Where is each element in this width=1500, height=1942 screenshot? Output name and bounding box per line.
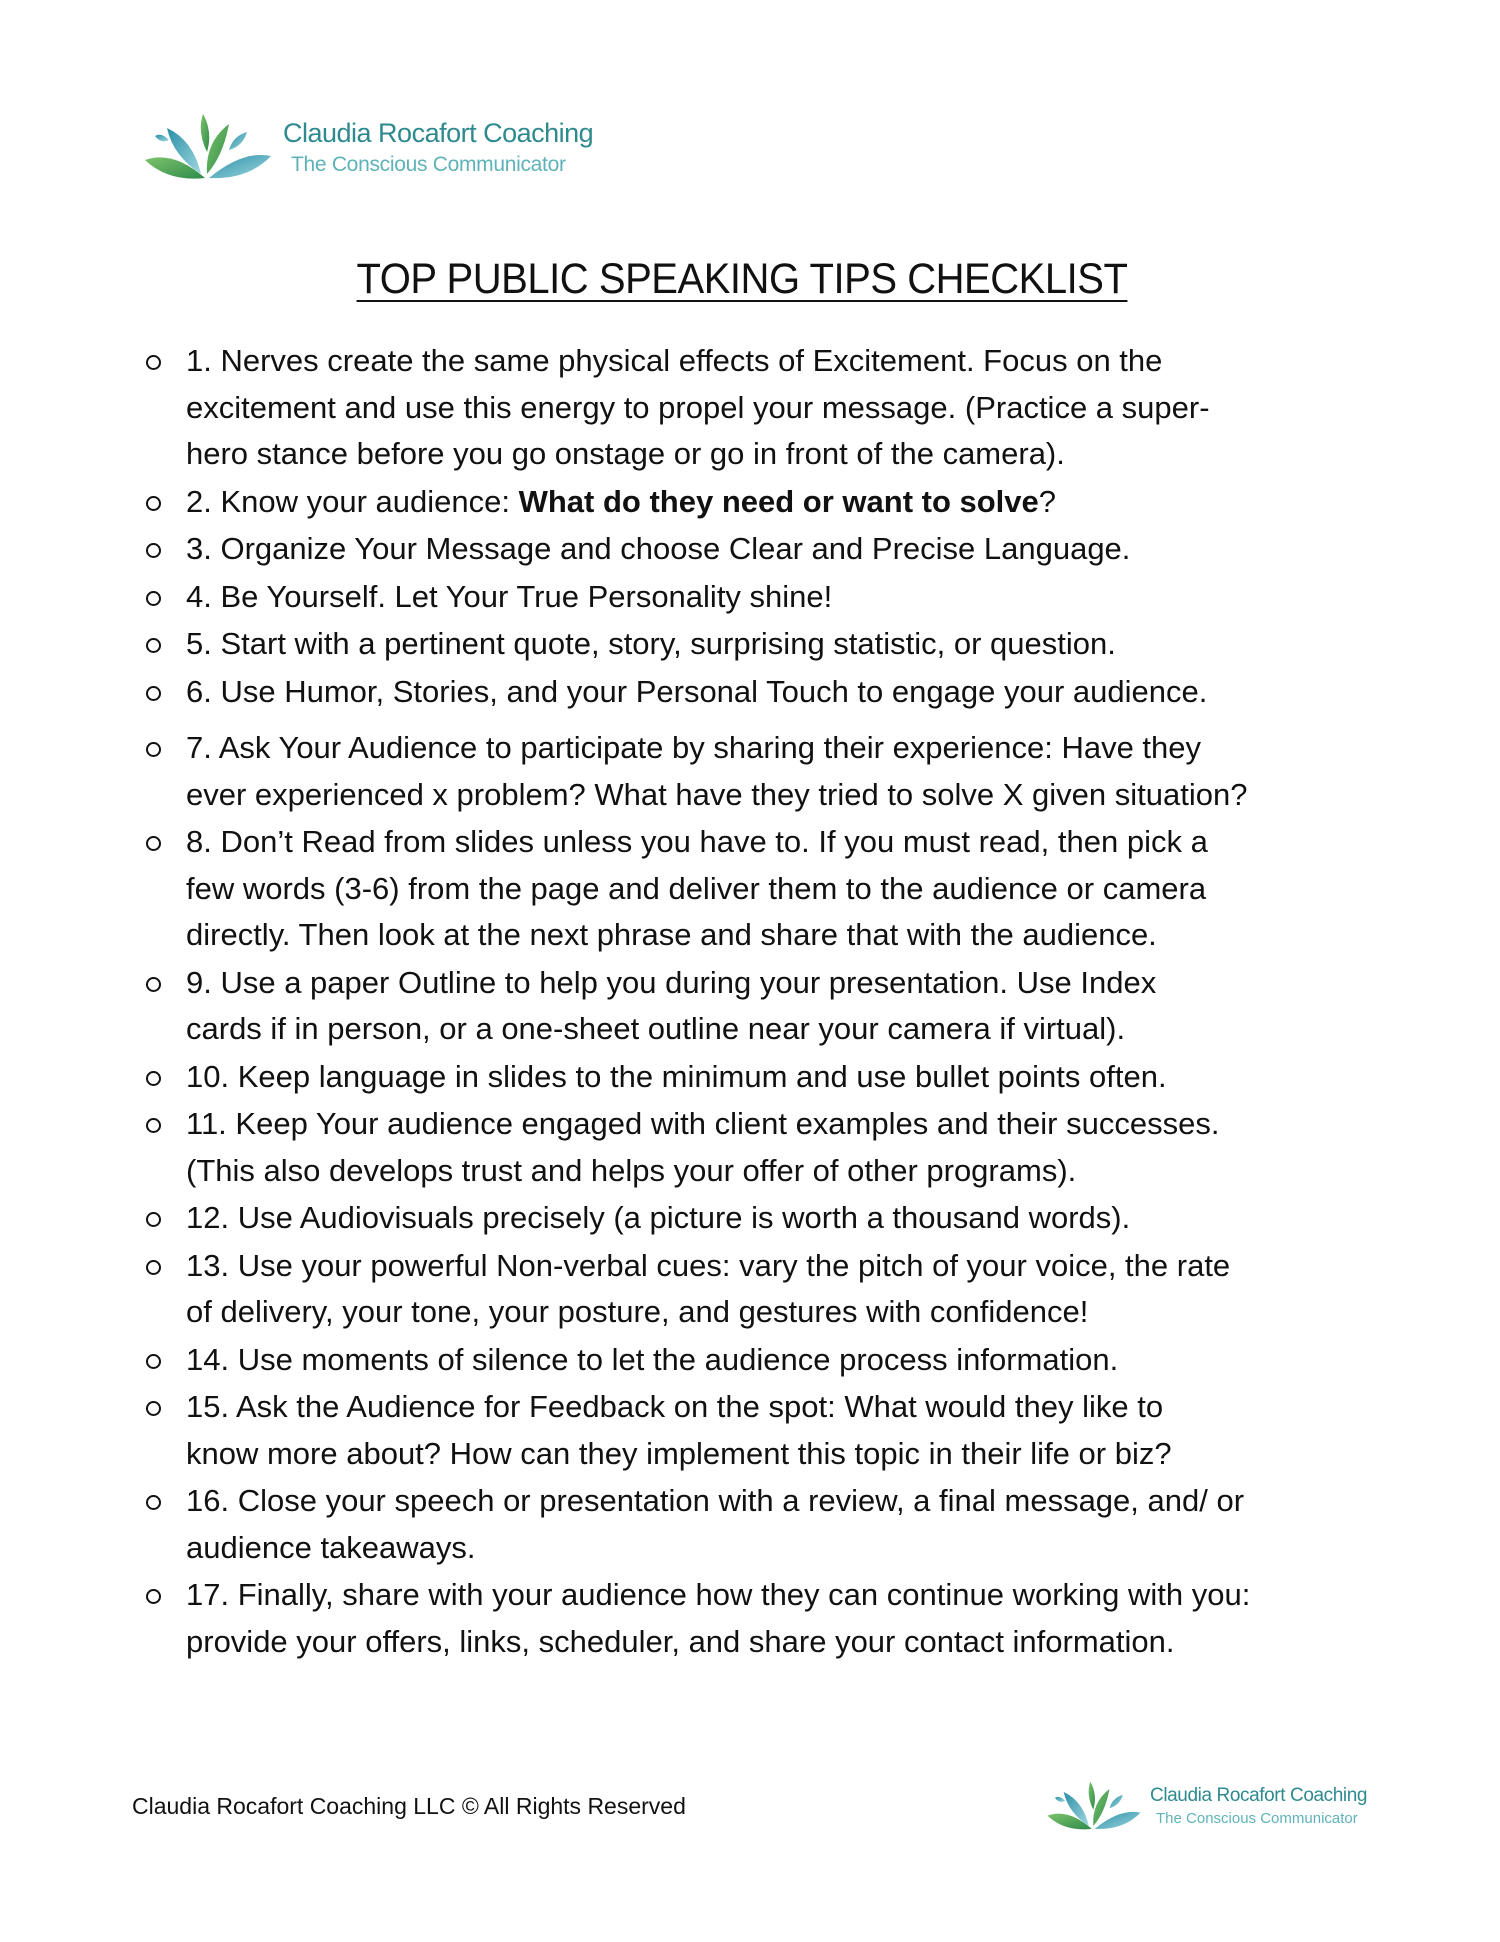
item-text-line: excitement and use this energy to propel your message. (Practice a super-: [186, 389, 1210, 425]
item-text-bold: What do they need or want to solve: [518, 483, 1039, 519]
item-text-line: cards if in person, or a one-sheet outline near your camera if virtual).: [186, 1011, 1126, 1046]
lotus-icon: [143, 112, 273, 182]
checkbox-circle-icon[interactable]: [146, 638, 161, 653]
checkbox-circle-icon[interactable]: [146, 1495, 161, 1510]
checkbox-circle-icon[interactable]: [146, 1589, 161, 1604]
item-text-line: 11. Keep Your audience engaged with client examples and their successes.: [186, 1106, 1220, 1141]
item-text-line: audience takeaways.: [186, 1529, 476, 1565]
checklist-item: [140, 819, 1352, 959]
item-text-line: 3. Organize Your Message and choose Clear and Precise Language.: [186, 531, 1131, 566]
logo-tagline: The Conscious Communicator: [291, 152, 566, 176]
item-text-line: 6. Use Humor, Stories, and your Personal Touch to engage your audience.: [186, 673, 1208, 709]
item-text-line: 4. Be Yourself. Let Your True Personality shine!: [186, 578, 833, 614]
checklist-item: [140, 1243, 1352, 1336]
item-text-line: 13. Use your powerful Non-verbal cues: vary the pitch of your voice, the rate: [186, 1247, 1231, 1283]
footer-copyright: Claudia Rocafort Coaching LLC © All Rights Reserved: [132, 1793, 686, 1819]
checklist-item: [140, 1337, 1352, 1384]
checkbox-circle-icon[interactable]: [146, 496, 161, 511]
checklist-item: [140, 960, 1352, 1053]
logo-name: Claudia Rocafort Coaching: [283, 117, 594, 148]
checkbox-circle-icon[interactable]: [146, 1260, 161, 1275]
checklist-item: [140, 338, 1352, 478]
checkbox-circle-icon[interactable]: [146, 836, 161, 851]
checkbox-circle-icon[interactable]: [146, 543, 161, 558]
item-text-line: 15. Ask the Audience for Feedback on the spot: What would they like to: [186, 1389, 1164, 1424]
checklist-item: [140, 669, 1352, 716]
logo-name: Claudia Rocafort Coaching: [1150, 1785, 1368, 1806]
item-text-suffix: ?: [1038, 483, 1057, 519]
item-text-line: directly. Then look at the next phrase and share that with the audience.: [186, 917, 1157, 952]
checklist-item: [140, 574, 1352, 621]
checkbox-circle-icon[interactable]: [146, 1071, 161, 1086]
item-text-line: ever experienced x problem? What have they tried to solve X given situation?: [186, 776, 1248, 812]
checkbox-circle-icon[interactable]: [146, 742, 161, 757]
item-text-line: provide your offers, links, scheduler, and share your contact information.: [186, 1623, 1175, 1659]
item-text-line: [186, 479, 1352, 526]
checkbox-circle-icon[interactable]: [146, 1401, 161, 1416]
item-text-line: 17. Finally, share with your audience how they can continue working with you:: [186, 1577, 1251, 1612]
checklist-item: [140, 1478, 1352, 1571]
item-text-line: 8. Don’t Read from slides unless you have to. If you must read, then pick a: [186, 824, 1208, 859]
item-text-line: hero stance before you go onstage or go in front of the camera).: [186, 436, 1065, 471]
checkbox-circle-icon[interactable]: [146, 977, 161, 992]
checkbox-circle-icon[interactable]: [146, 1118, 161, 1133]
checkbox-circle-icon[interactable]: [146, 1212, 161, 1227]
checklist-item: [140, 621, 1352, 668]
checklist-item: [140, 1195, 1352, 1242]
checkbox-circle-icon[interactable]: [146, 355, 161, 370]
checkbox-circle-icon[interactable]: [146, 1354, 161, 1369]
item-text-line: 10. Keep language in slides to the minimum and use bullet points often.: [186, 1058, 1167, 1094]
item-text-line: know more about? How can they implement this topic in their life or biz?: [186, 1435, 1172, 1471]
item-text-line: 7. Ask Your Audience to participate by sharing their experience: Have they: [186, 730, 1202, 765]
item-text-line: 16. Close your speech or presentation with a review, a final message, and/ or: [186, 1483, 1245, 1518]
item-text-line: 12. Use Audiovisuals precisely (a picture is worth a thousand words).: [186, 1200, 1131, 1235]
checklist-item: [140, 725, 1352, 818]
tips-checklist: [140, 338, 1352, 1666]
header-logo: [143, 112, 593, 182]
page-title: TOP PUBLIC SPEAKING TIPS CHECKLIST: [356, 255, 1128, 303]
item-text-line: few words (3-6) from the page and deliver them to the audience or camera: [186, 870, 1207, 906]
checkbox-circle-icon[interactable]: [146, 591, 161, 606]
item-text-line: 14. Use moments of silence to let the audience process information.: [186, 1341, 1119, 1377]
checklist-item: [140, 479, 1352, 526]
item-text-line: 9. Use a paper Outline to help you during your presentation. Use Index: [186, 964, 1157, 1000]
item-text-line: 1. Nerves create the same physical effects of Excitement. Focus on the: [186, 343, 1163, 378]
checklist-item: [140, 1054, 1352, 1101]
checklist-item: [140, 1384, 1352, 1477]
item-text-line: 5. Start with a pertinent quote, story, surprising statistic, or question.: [186, 626, 1116, 661]
checklist-item: [140, 526, 1352, 573]
logo-tagline: The Conscious Communicator: [1156, 1810, 1358, 1827]
item-text-line: of delivery, your tone, your posture, and gestures with confidence!: [186, 1294, 1089, 1329]
checkbox-circle-icon[interactable]: [146, 686, 161, 701]
item-text-prefix: 2. Know your audience:: [186, 483, 519, 519]
checklist-item: [140, 1101, 1352, 1194]
item-text-line: (This also develops trust and helps your offer of other programs).: [186, 1152, 1077, 1188]
lotus-icon: [1046, 1780, 1142, 1832]
footer-logo: [1046, 1780, 1367, 1832]
checklist-item: [140, 1572, 1352, 1665]
